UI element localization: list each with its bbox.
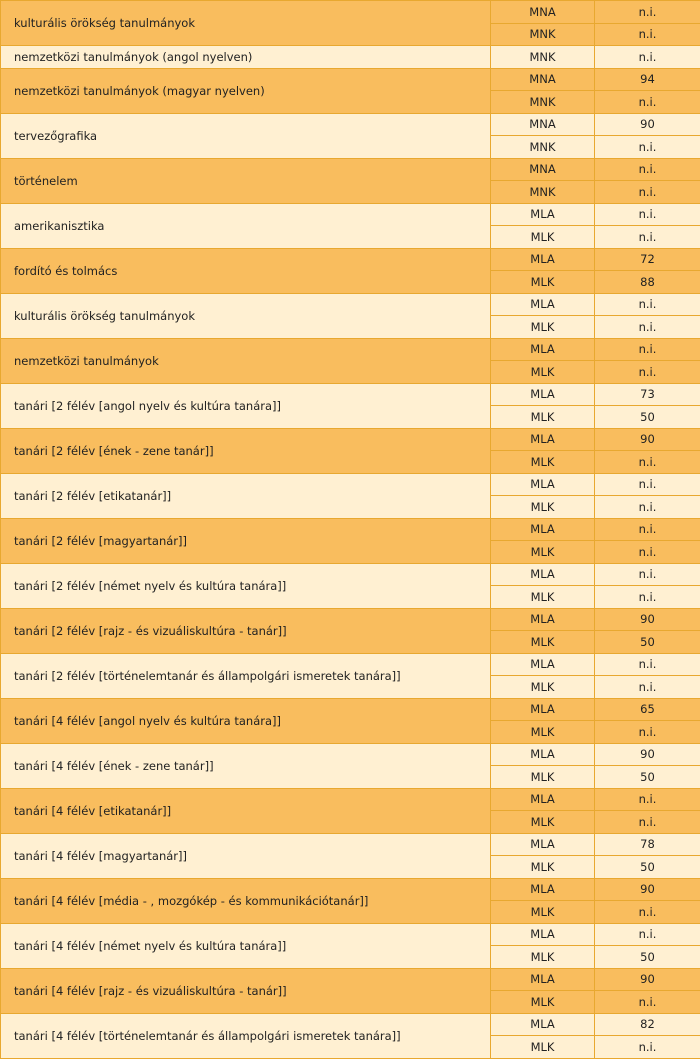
program-code-cell: MLA — [491, 293, 595, 316]
score-value-cell: n.i. — [595, 91, 700, 114]
program-code-cell: MLK — [491, 586, 595, 609]
program-name-cell: tanári [2 félév [rajz - és vizuáliskultúra - tanár]] — [1, 608, 491, 653]
program-name-cell: tanári [2 félév [etikatanár]] — [1, 473, 491, 518]
program-code-cell: MLK — [491, 361, 595, 384]
score-value-cell: n.i. — [595, 586, 700, 609]
program-name-cell: történelem — [1, 158, 491, 203]
table-row — [1, 1013, 700, 1036]
program-name-cell: tanári [2 félév [német nyelv és kultúra tanára]] — [1, 563, 491, 608]
score-value-cell: 78 — [595, 833, 700, 856]
score-value-cell: n.i. — [595, 473, 700, 496]
score-value-cell: 50 — [595, 766, 700, 789]
program-code-cell: MLK — [491, 631, 595, 654]
program-name-cell: tanári [2 félév [magyartanár]] — [1, 518, 491, 563]
table-row — [1, 158, 700, 181]
program-code-cell: MLA — [491, 338, 595, 361]
program-code-cell: MNA — [491, 68, 595, 91]
score-value-cell: n.i. — [595, 226, 700, 249]
score-value-cell: n.i. — [595, 541, 700, 564]
program-code-cell: MLK — [491, 226, 595, 249]
program-code-cell: MLK — [491, 451, 595, 474]
table-row — [1, 788, 700, 811]
program-code-cell: MLA — [491, 383, 595, 406]
table-row — [1, 563, 700, 586]
program-code-cell: MLA — [491, 833, 595, 856]
program-code-cell: MLK — [491, 901, 595, 924]
program-code-cell: MNK — [491, 46, 595, 69]
program-code-cell: MLK — [491, 766, 595, 789]
program-name-cell: tanári [2 félév [történelemtanár és állampolgári ismeretek tanára]] — [1, 653, 491, 698]
program-code-cell: MLK — [491, 991, 595, 1014]
table-row — [1, 833, 700, 856]
program-code-cell: MLA — [491, 473, 595, 496]
program-code-cell: MLK — [491, 856, 595, 879]
table-row — [1, 46, 700, 69]
score-value-cell: n.i. — [595, 901, 700, 924]
score-value-cell: n.i. — [595, 721, 700, 744]
score-value-cell: n.i. — [595, 293, 700, 316]
score-value-cell: n.i. — [595, 316, 700, 339]
score-value-cell: 94 — [595, 68, 700, 91]
program-code-cell: MLA — [491, 653, 595, 676]
table-row — [1, 203, 700, 226]
score-value-cell: n.i. — [595, 451, 700, 474]
score-value-cell: 90 — [595, 608, 700, 631]
score-value-cell: n.i. — [595, 496, 700, 519]
table-row — [1, 653, 700, 676]
table-row — [1, 68, 700, 91]
program-name-cell: tanári [4 félév [rajz - és vizuáliskultúra - tanár]] — [1, 968, 491, 1013]
score-value-cell: 50 — [595, 856, 700, 879]
program-code-cell: MLK — [491, 721, 595, 744]
score-value-cell: n.i. — [595, 158, 700, 181]
program-name-cell: kulturális örökség tanulmányok — [1, 1, 491, 46]
program-code-cell: MLA — [491, 923, 595, 946]
program-name-cell: tervezőgrafika — [1, 113, 491, 158]
table-row — [1, 698, 700, 721]
program-code-cell: MLA — [491, 1013, 595, 1036]
program-code-cell: MNK — [491, 23, 595, 46]
score-value-cell: n.i. — [595, 676, 700, 699]
score-value-cell: 88 — [595, 271, 700, 294]
table-row — [1, 428, 700, 451]
table-row — [1, 1, 700, 24]
program-code-cell: MNK — [491, 181, 595, 204]
table-row — [1, 248, 700, 271]
program-code-cell: MNA — [491, 113, 595, 136]
table-row — [1, 293, 700, 316]
score-value-cell: 90 — [595, 428, 700, 451]
table-row — [1, 383, 700, 406]
score-value-cell: 73 — [595, 383, 700, 406]
score-value-cell: n.i. — [595, 923, 700, 946]
score-value-cell: 90 — [595, 113, 700, 136]
program-code-cell: MLA — [491, 428, 595, 451]
program-code-cell: MLA — [491, 518, 595, 541]
score-value-cell: n.i. — [595, 563, 700, 586]
program-code-cell: MLK — [491, 676, 595, 699]
table-row — [1, 113, 700, 136]
program-code-cell: MNA — [491, 158, 595, 181]
score-value-cell: n.i. — [595, 23, 700, 46]
program-code-cell: MLK — [491, 406, 595, 429]
score-value-cell: n.i. — [595, 203, 700, 226]
score-value-cell: n.i. — [595, 136, 700, 159]
program-name-cell: tanári [4 félév [magyartanár]] — [1, 833, 491, 878]
program-name-cell: tanári [2 félév [ének - zene tanár]] — [1, 428, 491, 473]
table-row — [1, 923, 700, 946]
score-value-cell: n.i. — [595, 1036, 700, 1059]
score-value-cell: 90 — [595, 968, 700, 991]
program-code-cell: MLA — [491, 608, 595, 631]
program-name-cell: tanári [4 félév [német nyelv és kultúra tanára]] — [1, 923, 491, 968]
program-code-cell: MLK — [491, 316, 595, 339]
table-row — [1, 743, 700, 766]
score-value-cell: n.i. — [595, 991, 700, 1014]
program-code-cell: MLK — [491, 271, 595, 294]
program-code-cell: MNK — [491, 136, 595, 159]
program-code-cell: MNK — [491, 91, 595, 114]
program-code-cell: MLA — [491, 788, 595, 811]
program-code-cell: MLK — [491, 811, 595, 834]
score-value-cell: n.i. — [595, 361, 700, 384]
score-value-cell: 65 — [595, 698, 700, 721]
score-value-cell: n.i. — [595, 46, 700, 69]
program-code-cell: MLK — [491, 946, 595, 969]
program-code-cell: MLK — [491, 496, 595, 519]
score-value-cell: n.i. — [595, 518, 700, 541]
score-value-cell: 90 — [595, 743, 700, 766]
score-value-cell: n.i. — [595, 338, 700, 361]
table-row — [1, 518, 700, 541]
table-row — [1, 608, 700, 631]
score-value-cell: n.i. — [595, 1, 700, 24]
table-row — [1, 878, 700, 901]
program-code-cell: MLA — [491, 203, 595, 226]
table-row — [1, 338, 700, 361]
score-value-cell: n.i. — [595, 653, 700, 676]
program-name-cell: amerikanisztika — [1, 203, 491, 248]
program-name-cell: fordító és tolmács — [1, 248, 491, 293]
program-name-cell: tanári [2 félév [angol nyelv és kultúra tanára]] — [1, 383, 491, 428]
program-name-cell: tanári [4 félév [média - , mozgókép - és kommunikációtanár]] — [1, 878, 491, 923]
score-value-cell: 90 — [595, 878, 700, 901]
program-code-cell: MLA — [491, 743, 595, 766]
program-code-cell: MNA — [491, 1, 595, 24]
programs-table-body — [1, 1, 700, 1059]
score-value-cell: 82 — [595, 1013, 700, 1036]
score-value-cell: 50 — [595, 946, 700, 969]
score-value-cell: 72 — [595, 248, 700, 271]
score-value-cell: n.i. — [595, 788, 700, 811]
program-code-cell: MLA — [491, 968, 595, 991]
program-name-cell: nemzetközi tanulmányok (magyar nyelven) — [1, 68, 491, 113]
program-name-cell: nemzetközi tanulmányok (angol nyelven) — [1, 46, 491, 69]
score-value-cell: 50 — [595, 631, 700, 654]
program-name-cell: kulturális örökség tanulmányok — [1, 293, 491, 338]
program-code-cell: MLA — [491, 248, 595, 271]
program-code-cell: MLK — [491, 541, 595, 564]
program-name-cell: tanári [4 félév [ének - zene tanár]] — [1, 743, 491, 788]
score-value-cell: n.i. — [595, 811, 700, 834]
table-row — [1, 968, 700, 991]
program-code-cell: MLA — [491, 563, 595, 586]
program-name-cell: tanári [4 félév [angol nyelv és kultúra tanára]] — [1, 698, 491, 743]
program-code-cell: MLA — [491, 698, 595, 721]
score-value-cell: n.i. — [595, 181, 700, 204]
program-name-cell: tanári [4 félév [történelemtanár és állampolgári ismeretek tanára]] — [1, 1013, 491, 1058]
program-name-cell: nemzetközi tanulmányok — [1, 338, 491, 383]
program-name-cell: tanári [4 félév [etikatanár]] — [1, 788, 491, 833]
table-row — [1, 473, 700, 496]
program-code-cell: MLK — [491, 1036, 595, 1059]
program-code-cell: MLA — [491, 878, 595, 901]
score-value-cell: 50 — [595, 406, 700, 429]
